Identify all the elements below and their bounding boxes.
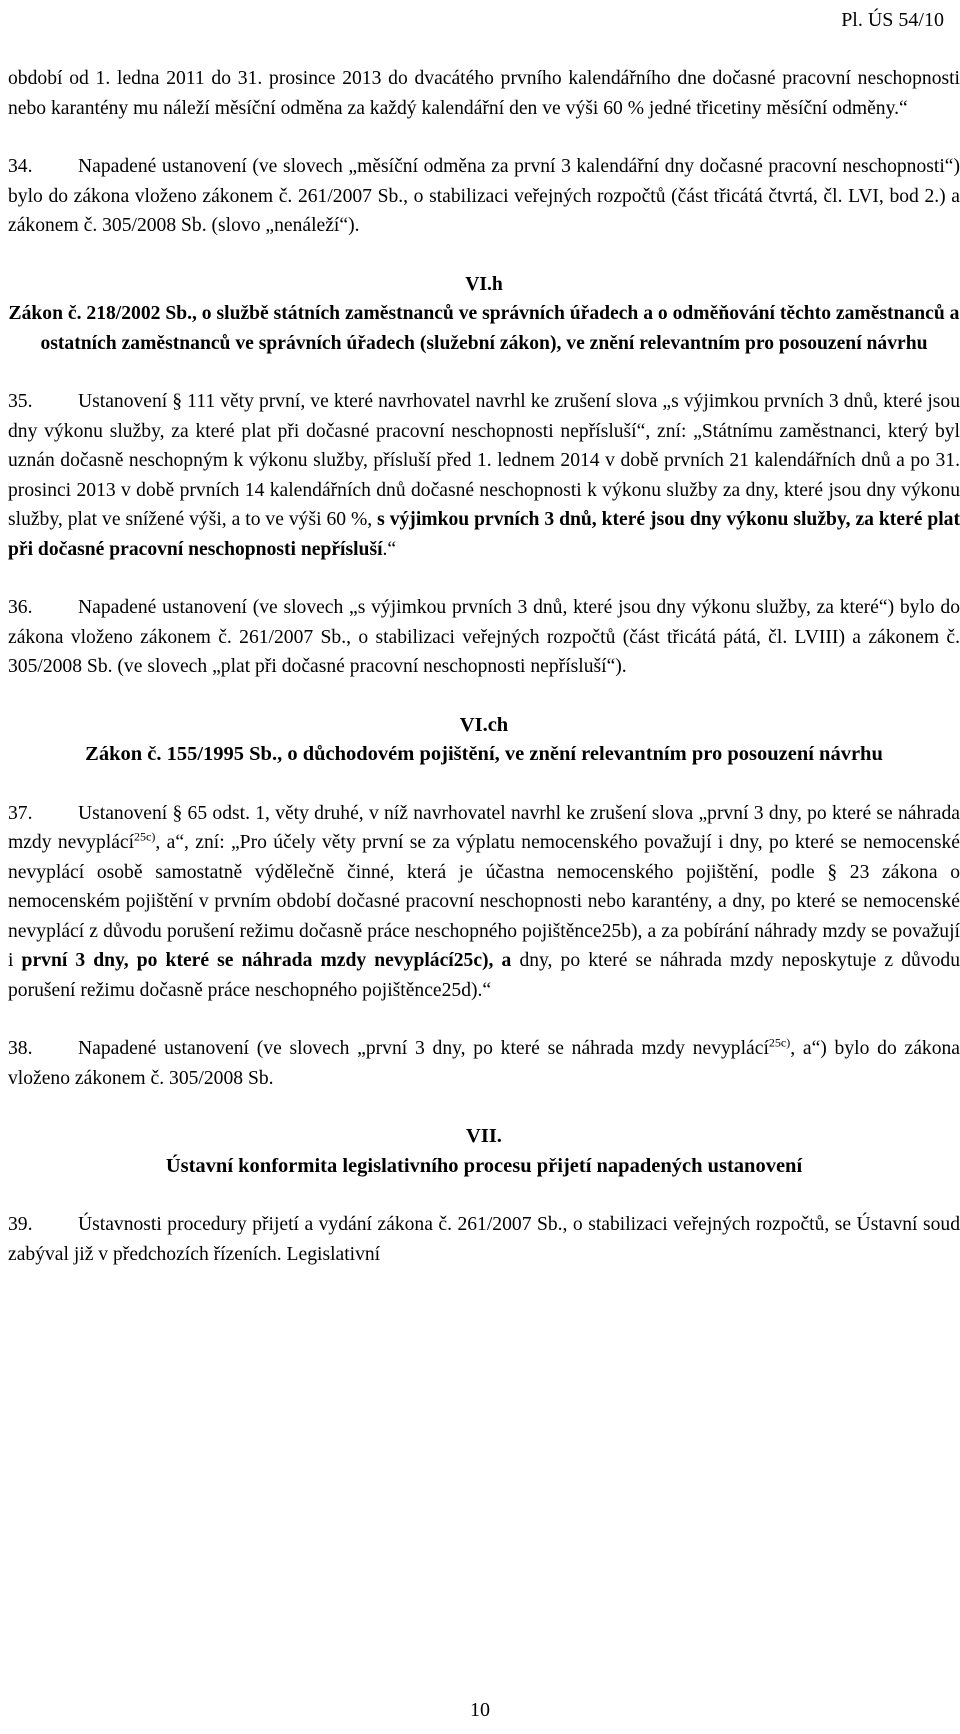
paragraph-number: 38. — [8, 1038, 33, 1059]
paragraph-34 — [8, 152, 960, 241]
footnote-ref: 25c) — [134, 829, 156, 844]
paragraph-number: 36. — [8, 597, 33, 618]
paragraph-text: Napadené ustanovení (ve slovech „měsíční odměna za první 3 kalendářní dny dočasné pracovní neschopnosti“) bylo do zákona vloženo zákonem č. 261/2007 Sb., o stabilizaci veřejných rozpočtů (část třicátá čtvrtá, čl. LVI, bod 2.) a zákonem č. 305/2008 Sb. (slovo „nenáleží“). — [8, 156, 960, 236]
section-label-vih: VI.h — [465, 273, 503, 295]
section-title-vih: Zákon č. 218/2002 Sb., o službě státních zaměstnanců ve správních úřadech a o odměňování těchto zaměstnanců a ostatních zaměstnanců ve správních úřadech (služební zákon), ve znění relevantním pro posouzení návrhu — [8, 303, 960, 354]
paragraph-number: 34. — [8, 156, 33, 177]
paragraph-number: 35. — [8, 391, 33, 412]
document-reference: Pl. ÚS 54/10 — [841, 9, 944, 31]
paragraph-text: Napadené ustanovení (ve slovech „první 3 dny, po které se náhrada mzdy nevyplácí — [78, 1038, 769, 1059]
paragraph-text-end: dny, po které se náhrada mzdy neposkytuje z důvodu porušení režimu dočasně práce neschopného pojištěnce25d).“ — [8, 950, 960, 1001]
section-title-vii: Ústavní konformita legislativního procesu přijetí napadených ustanovení — [165, 1154, 803, 1177]
paragraph-number: 39. — [8, 1214, 33, 1235]
section-label-vii: VII. — [466, 1125, 502, 1147]
paragraph-38 — [8, 1034, 960, 1093]
paragraph-bold-text: první 3 dny, po které se náhrada mzdy nevyplácí25c), a — [21, 950, 512, 971]
paragraph-text-end: .“ — [382, 538, 397, 560]
paragraph-35 — [8, 387, 960, 564]
paragraph-intro: období od 1. ledna 2011 do 31. prosince 2013 do dvacátého prvního kalendářního dne dočasné pracovní neschopnosti nebo karantény mu náleží měsíční odměna za každý kalendářní den ve výši 60 % jedné třicetiny měsíční odměny.“ — [8, 68, 960, 119]
paragraph-bold-text: s výjimkou prvních 3 dnů, které jsou dny výkonu služby, za které plat při dočasné pracovní neschopnosti nepřísluší — [8, 509, 960, 560]
page-number: 10 — [470, 1699, 490, 1721]
document-body — [8, 64, 960, 1269]
paragraph-text: Napadené ustanovení (ve slovech „s výjimkou prvních 3 dnů, které jsou dny výkonu služby, za které“) bylo do zákona vloženo zákonem č. 261/2007 Sb., o stabilizaci veřejných rozpočtů (část třicátá pátá, čl. LVIII) a zákonem č. 305/2008 Sb. (ve slovech „plat při dočasné pracovní neschopnosti nepřísluší“). — [8, 597, 960, 677]
paragraph-text: Ústavnosti procedury přijetí a vydání zákona č. 261/2007 Sb., o stabilizaci veřejných rozpočtů, se Ústavní soud zabýval již v předchozích řízeních. Legislativní — [8, 1214, 960, 1265]
section-title-vich: Zákon č. 155/1995 Sb., o důchodovém pojištění, ve znění relevantním pro posouzení návrhu — [85, 743, 883, 765]
paragraph-37 — [8, 799, 960, 1006]
paragraph-text-cont: , a“) bylo do zákona vloženo zákonem č. 305/2008 Sb. — [8, 1038, 960, 1089]
section-label-vich: VI.ch — [459, 713, 509, 736]
paragraph-number: 37. — [8, 802, 33, 824]
paragraph-36 — [8, 593, 960, 682]
paragraph-text: Ustanovení § 111 věty první, ve které navrhovatel navrhl ke zrušení slova „s výjimkou prvních 3 dnů, které jsou dny výkonu služby, za které plat při dočasné pracovní neschopnosti nepřísluší“, zní: „Státnímu zaměstnanci, který byl uznán dočasně neschopným k výkonu služby, přísluší před 1. lednem 2014 v době prvních 21 kalendářních dnů a po 31. prosinci 2013 v době prvních 14 kalendářních dnů dočasné neschopnosti k výkonu služby za dny, které jsou dny výkonu služby, plat ve snížené výši, a to ve výši 60 %, — [8, 391, 960, 530]
paragraph-text-cont: , a“, zní: „Pro účely věty první se za výplatu nemocenského považují i dny, po které se nemocenské nevyplácí osobě samostatně výdělečně činné, která je účastna nemocenského pojištění, podle § 23 zákona o nemocenském pojištění v prvním období dočasné pracovní neschopnosti nebo karantény, a dny, po které se nemocenské nevyplácí z důvodu porušení režimu dočasně práce neschopného pojištěnce25b), a za pobírání náhrady mzdy se považují i — [8, 832, 960, 971]
paragraph-39 — [8, 1210, 960, 1269]
footnote-ref: 25c) — [768, 1035, 791, 1050]
paragraph-text: Ustanovení § 65 odst. 1, věty druhé, v níž navrhovatel navrhl ke zrušení slova „první 3 dny, po které se náhrada mzdy nevyplácí — [8, 802, 960, 853]
